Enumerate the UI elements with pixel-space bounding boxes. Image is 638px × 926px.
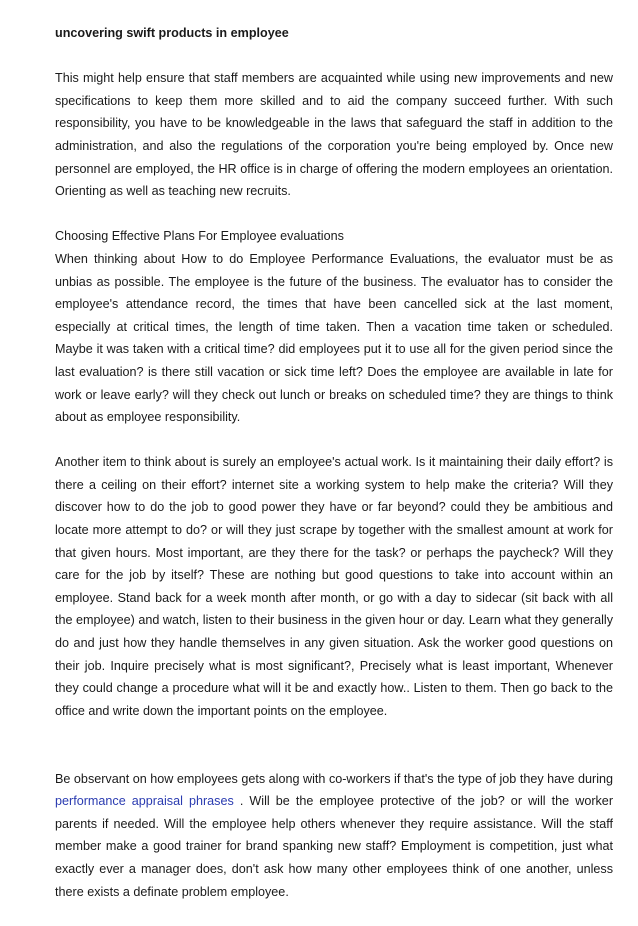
paragraph-3: Another item to think about is surely an employee's actual work. Is it maintaining their daily effort? is there a ceiling on their effort? internet site a working system to help make the criteria? Will they discover how to do the job to good power they have or far beyond? could they be ambitious and locate more attempt to do? or will they just scrape by together with the smallest amount at work for that given hours. Most important, are they there for the task? or perhaps the paycheck? Will they care for the job by itself? These are nothing but good questions to take into account within an employee. Stand back for a week month after month, or go with a day to sidecar (sit back with all the employee) and watch, listen to their business in the given hour or day. Learn what they generally do and just how they handle themselves in any given situation. Ask the worker good questions on their job. Inquire precisely what is most significant?, Precisely what is least important, Whenever they could change a procedure what will it be and exactly how.. Listen to them. Then go back to the office and write down the important points on the employee. (55, 455, 613, 718)
section-heading: Choosing Effective Plans For Employee evaluations (55, 229, 344, 244)
paragraph-1: This might help ensure that staff members are acquainted while using new improvements and new specifications to keep them more skilled and to aid the company succeed further. With such responsibility, you have to be knowledgeable in the laws that safeguard the staff in addition to the administration, and also the regulations of the corporation you're being employed by. Once new personnel are employed, the HR office is in charge of offering the modern employees an orientation. Orienting as well as teaching new recruits. (55, 71, 613, 199)
performance-appraisal-link[interactable]: performance appraisal phrases (55, 794, 234, 809)
spacer (55, 745, 613, 768)
paragraph-4-text-end: . Will be the employee protective of the job? or will the worker parents if needed. Will the employee help others whenever they require assistance. Will the staff member make a good trainer for brand spanking new staff? Employment is competition, just what exactly ever a manager does, don't ask how many other employees think of one another, unless there exists a definate problem employee. (55, 794, 614, 899)
document-title: uncovering swift products in employee (55, 26, 289, 40)
document-page (55, 22, 613, 926)
paragraph-4-text-start: Be observant on how employees gets along with co-workers if that's the type of job they have during (55, 771, 613, 786)
paragraph-2-block (55, 225, 613, 428)
paragraph-4 (55, 768, 613, 904)
paragraph-2: When thinking about How to do Employee Performance Evaluations, the evaluator must be as unbias as possible. The employee is the future of the business. The evaluator has to consider the employee's attendance record, the times that have been cancelled sick at the last moment, especially at critical times, the length of time taken. Then a vacation time taken or scheduled. Maybe it was taken with a critical time? did employees put it to use all for the given period since the last evaluation? is there still vacation or sick time left? Does the employee are available in late for work or leave early? will they check out lunch or breaks on scheduled time? they are things to think about as employee responsibility. (55, 251, 613, 425)
